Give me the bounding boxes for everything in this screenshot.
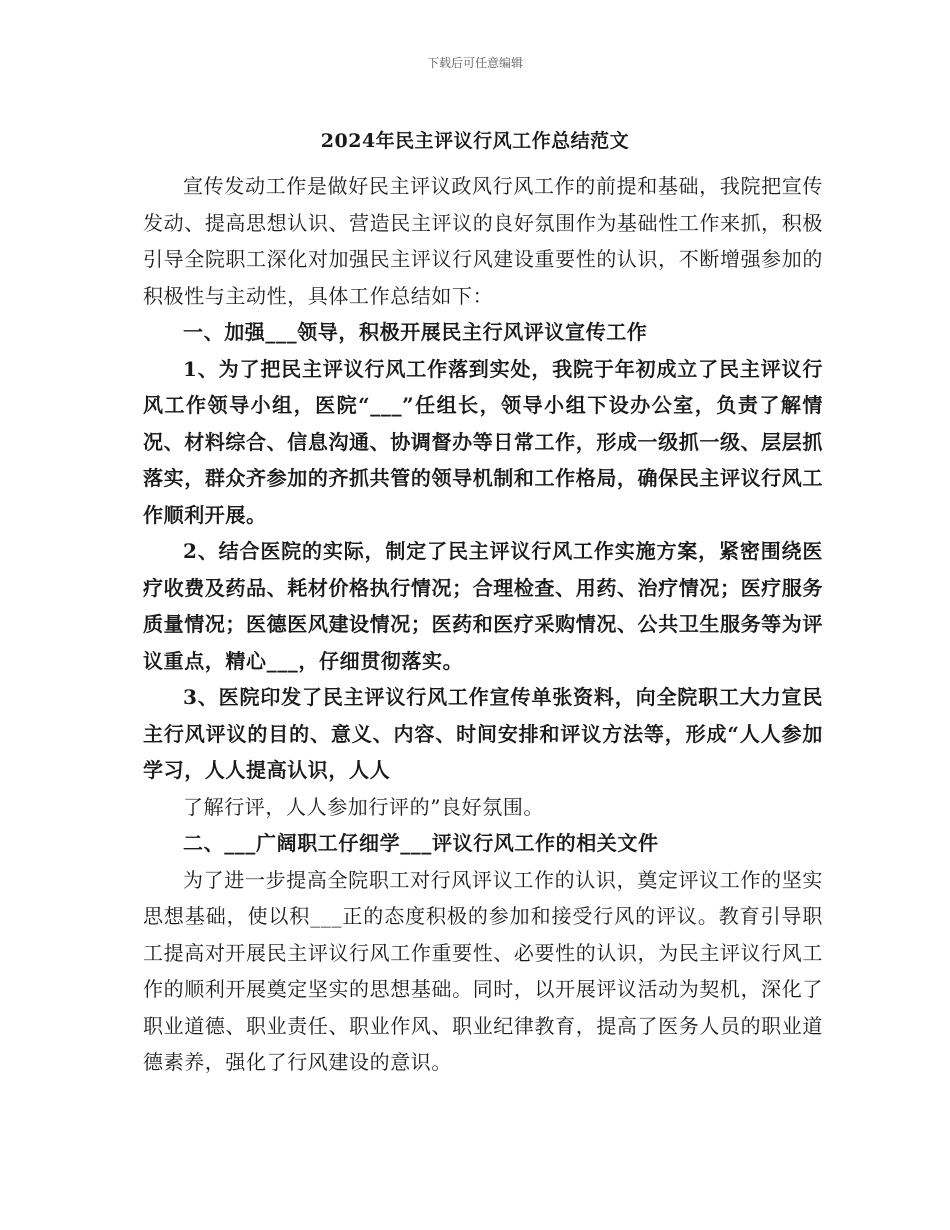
paragraph-item-3-continued: 了解行评，人人参加行评的”良好氛围。 xyxy=(183,794,545,819)
document-title: 2024年民主评议行风工作总结范文 xyxy=(320,130,630,152)
paragraph-item-2: 2、结合医院的实际，制定了民主评议行风工作实施方案，紧密围绕医疗收费及药品、耗材价格执行情况；合理检查、用药、治疗情况；医疗服务质量情况；医德医风建设情况；医药和医疗采购情况、公共卫生服务等为评议重点，精心___，仔细贯彻落实。 xyxy=(143,539,823,673)
section-heading-1: 一、加强___领导，积极开展民主行风评议宣传工作 xyxy=(183,320,648,344)
paragraph-intro: 宣传发动工作是做好民主评议政风行风工作的前提和基础，我院把宣传发动、提高思想认识、营造民主评议的良好氛围作为基础性工作来抓，积极引导全院职工深化对加强民主评议行风建设重要性的认识，不断增强参加的积极性与主动性，具体工作总结如下： xyxy=(143,174,823,308)
paragraph-section-2: 为了进一步提高全院职工对行风评议工作的认识，奠定评议工作的坚实思想基础，使以积___正的态度积极的参加和接受行风的评议。教育引导职工提高对开展民主评议行风工作重要性、必要性的认识，为民主评议行风工作的顺利开展奠定坚实的思想基础。同时，以开展评议活动为契机，深化了职业道德、职业责任、职业作风、职业纪律教育，提高了医务人员的职业道德素养，强化了行风建设的意识。 xyxy=(143,867,823,1074)
header-note: 下载后可任意编辑 xyxy=(426,56,523,70)
paragraph-item-1: 1、为了把民主评议行风工作落到实处，我院于年初成立了民主评议行风工作领导小组，医院“___”任组长，领导小组下设办公室，负责了解情况、材料综合、信息沟通、协调督办等日常工作，形成一级抓一级、层层抓落实，群众齐参加的齐抓共管的领导机制和工作格局，确保民主评议行风工作顺利开展。 xyxy=(143,356,823,527)
paragraph-item-3: 3、医院印发了民主评议行风工作宣传单张资料，向全院职工大力宣民主行风评议的目的、意义、内容、时间安排和评议方法等，形成“人人参加学习，人人提高认识，人人 xyxy=(143,685,823,782)
document-body xyxy=(143,168,823,1081)
section-heading-2: 二、___广阔职工仔细学___评议行风工作的相关文件 xyxy=(183,831,659,855)
